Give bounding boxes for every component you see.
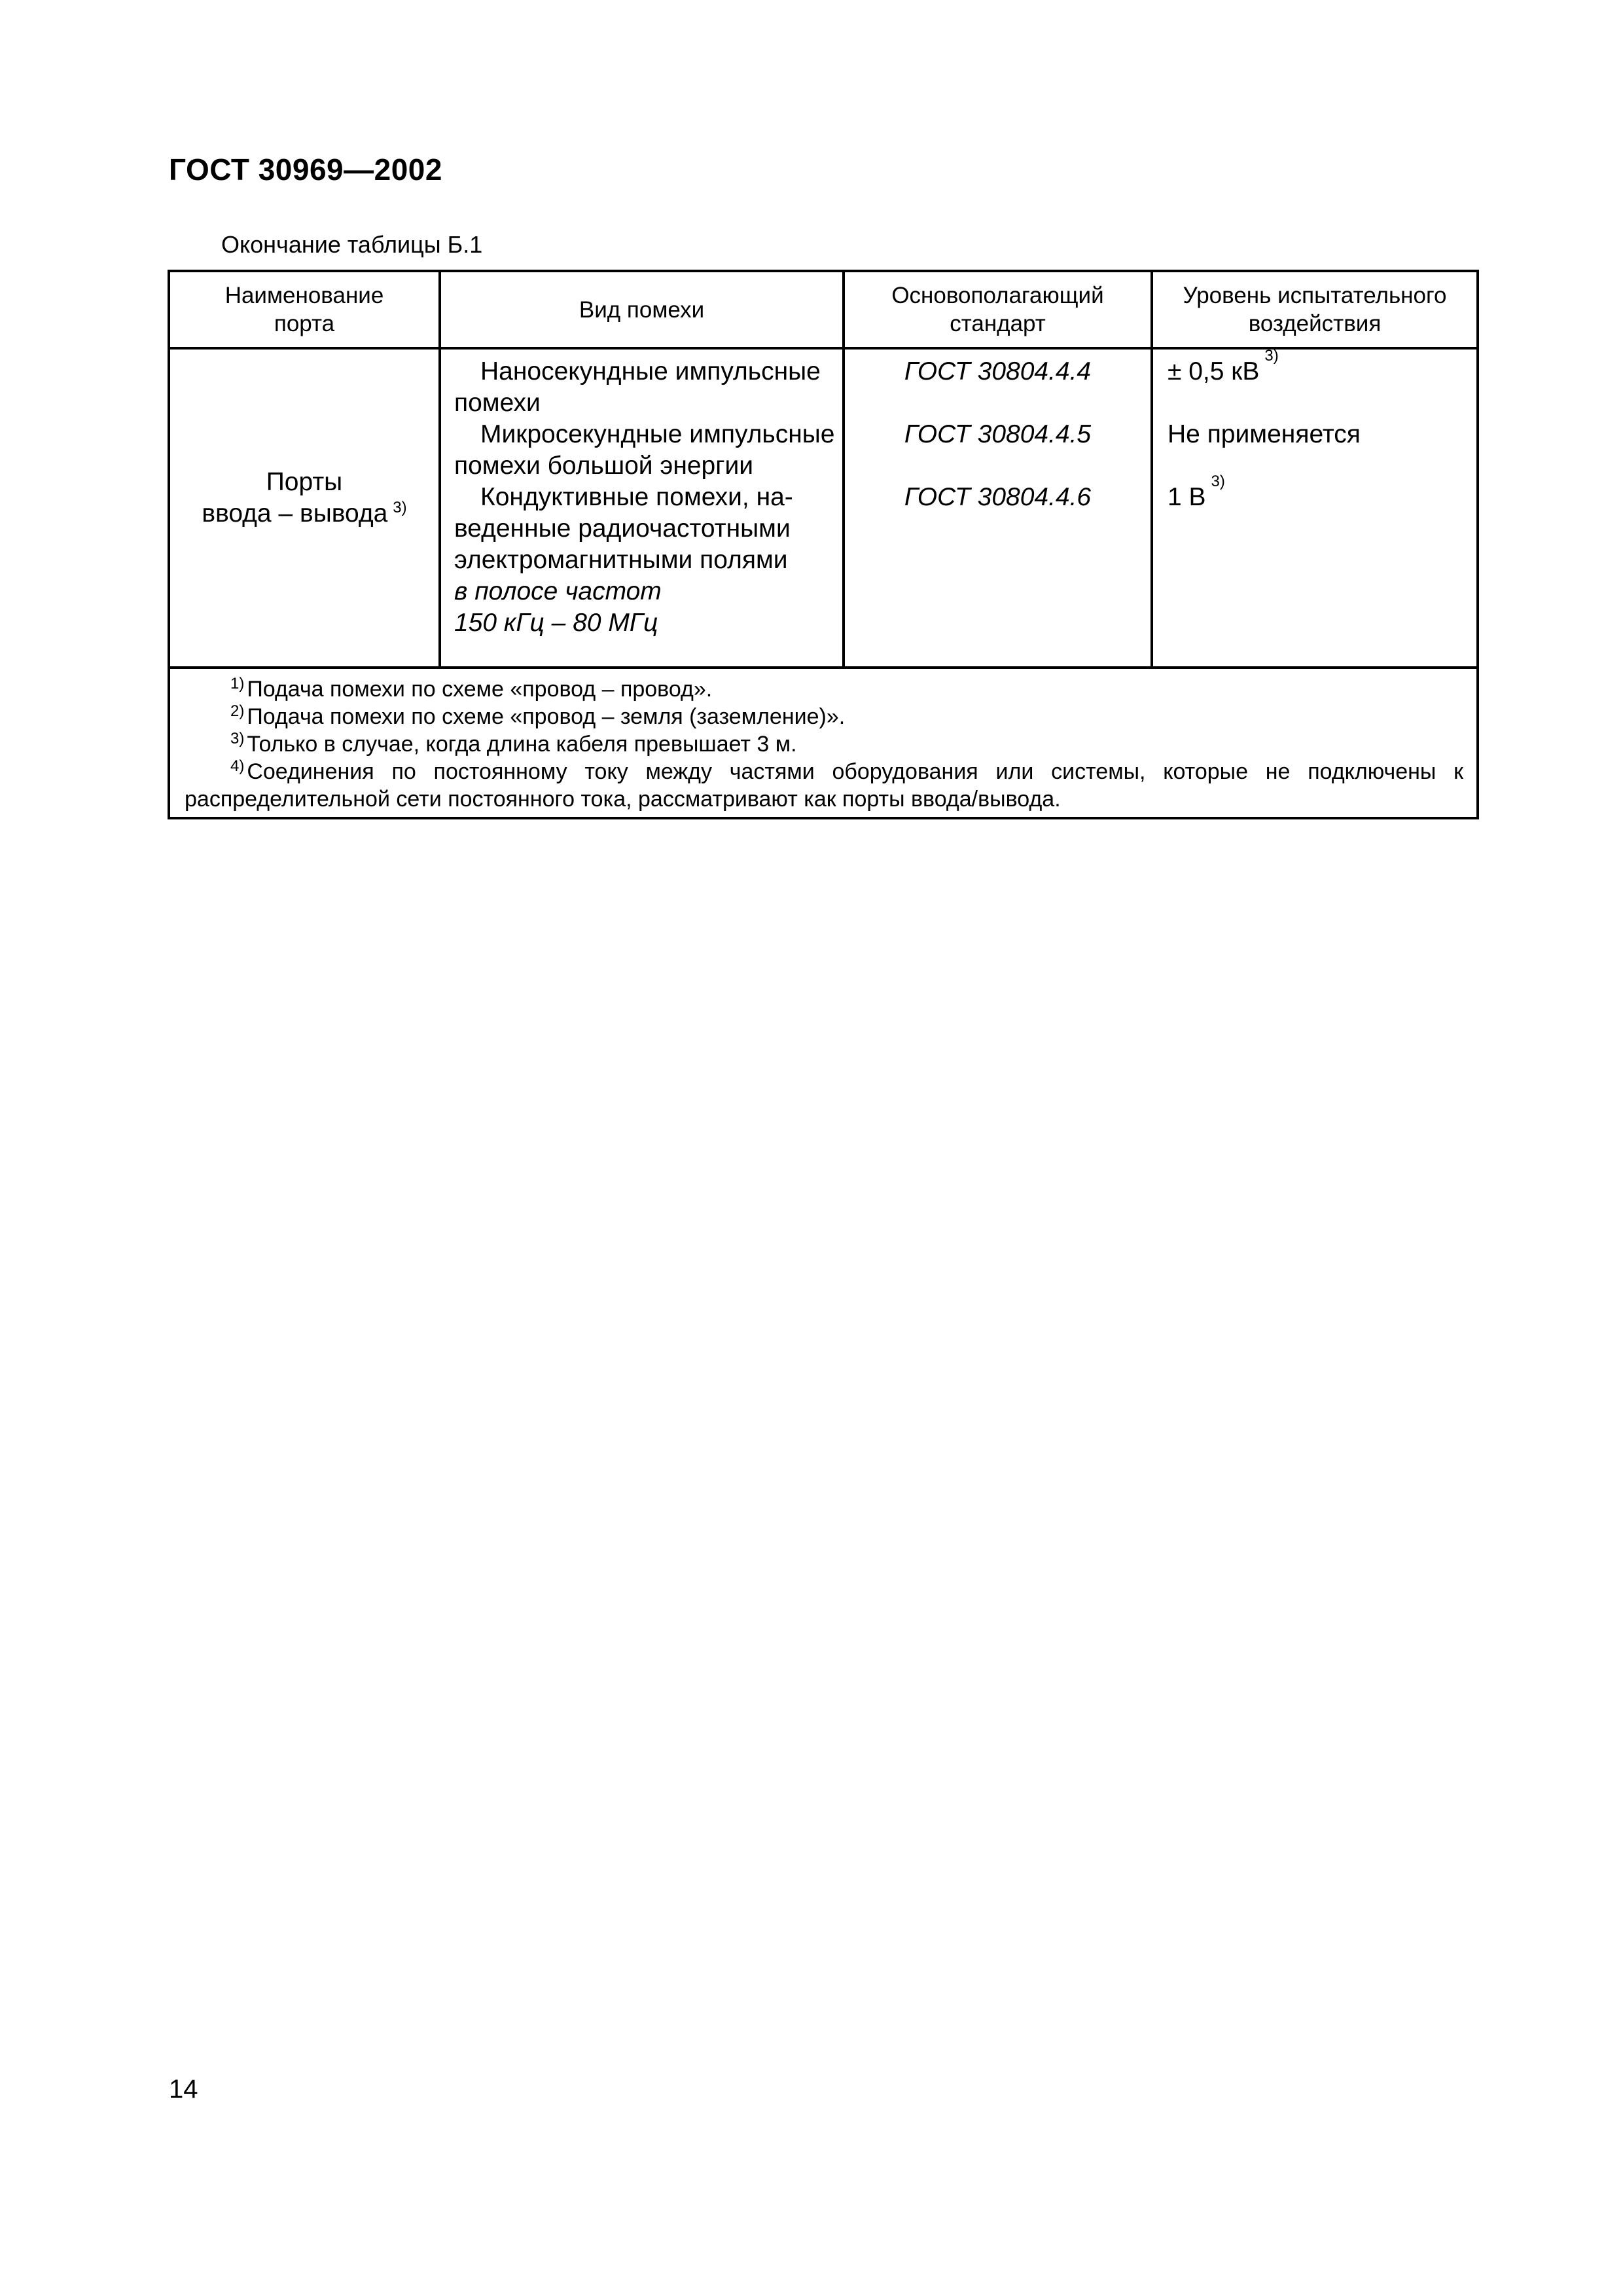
column-header-line: Наименование bbox=[224, 283, 384, 308]
page-number: 14 bbox=[169, 2075, 198, 2104]
column-header-line: воздействия bbox=[1248, 311, 1382, 336]
document-header: ГОСТ 30969—2002 bbox=[169, 152, 442, 187]
column-header-interference-type bbox=[440, 271, 844, 348]
footnote: $^{4)}$ Соединения по постоянному току между частями оборудования или системы, которые не подключены к распределительной сети постоянного тока, рассматривают как порты ввода/вывода. bbox=[185, 757, 1463, 812]
column-header-line: Уровень испытательного bbox=[1183, 283, 1447, 308]
column-header-line: стандарт bbox=[950, 311, 1046, 336]
interference-type-cell bbox=[440, 348, 844, 668]
column-header-line: Вид помехи bbox=[579, 296, 705, 323]
table-header-row bbox=[169, 271, 1478, 348]
standard-reference: ГОСТ 30804.4.6 bbox=[904, 483, 1092, 511]
base-standard-cell bbox=[844, 348, 1152, 668]
test-level-cell bbox=[1152, 348, 1478, 668]
footnote: $^{3)}$ Только в случае, когда длина кабеля превышает 3 м. bbox=[230, 729, 797, 757]
table-row bbox=[169, 348, 1478, 668]
footnote-mark: 1) bbox=[230, 674, 245, 692]
footnote-mark: 2) bbox=[230, 702, 245, 720]
test-level-value: ± 0,5 кВ 3) bbox=[1168, 347, 1279, 386]
footnote: $^{1)}$ Подача помехи по схеме «провод – провод». bbox=[230, 674, 713, 702]
port-name-line: Порты bbox=[266, 468, 343, 496]
footnote-mark: 3) bbox=[230, 729, 245, 747]
interference-type-item: Кондуктивные помехи, на-веденные радиочастотными электромагнитными полями bbox=[454, 483, 793, 574]
test-level-value: Не применяется bbox=[1168, 420, 1361, 448]
footnote: $^{2)}$ Подача помехи по схеме «провод – земля (заземление)». bbox=[230, 702, 846, 729]
table-caption: Окончание таблицы Б.1 bbox=[221, 231, 483, 258]
frequency-band-label: в полосе частот bbox=[454, 577, 662, 605]
footnote-ref: 3) bbox=[393, 499, 407, 516]
port-name-cell bbox=[169, 348, 440, 668]
standard-reference: ГОСТ 30804.4.5 bbox=[904, 420, 1092, 448]
test-level-value: 1 В 3) bbox=[1168, 473, 1225, 511]
table-notes bbox=[169, 668, 1478, 818]
emc-test-table bbox=[168, 270, 1479, 819]
column-header-test-level bbox=[1152, 271, 1478, 348]
footnote-mark: 4) bbox=[230, 757, 245, 775]
interference-type-item: Наносекундные импульсные помехи bbox=[454, 357, 821, 417]
column-header-line: порта bbox=[274, 311, 335, 336]
table-notes-row bbox=[169, 668, 1478, 818]
column-header-base-standard bbox=[844, 271, 1152, 348]
column-header-port-name bbox=[169, 271, 440, 348]
column-header-line: Основополагающий bbox=[891, 283, 1104, 308]
port-name-line: ввода – вывода $^{3)}$ bbox=[202, 499, 407, 528]
standard-reference: ГОСТ 30804.4.4 bbox=[904, 357, 1092, 386]
frequency-band-range: 150 кГц – 80 МГц bbox=[454, 609, 658, 637]
interference-type-item: Микросекундные импульсные помехи большой энергии bbox=[454, 420, 835, 480]
